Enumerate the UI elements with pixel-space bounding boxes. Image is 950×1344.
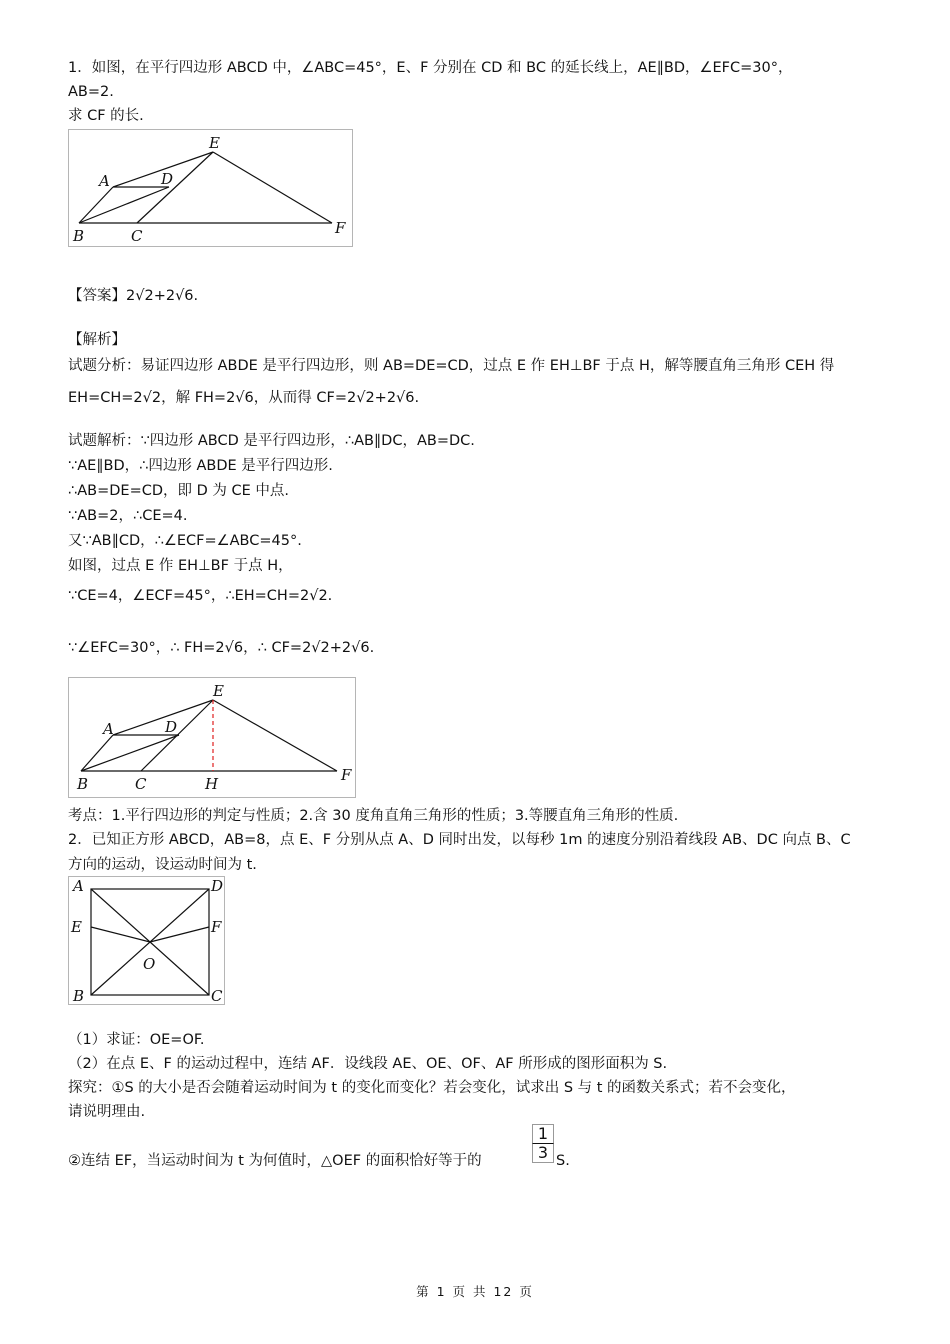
fig3-label-A: A [73, 877, 84, 895]
fig3-label-B: B [73, 987, 85, 1004]
fig1-label-A: A [99, 172, 110, 190]
solution-line4: ∵AB=2，∴CE=4. [68, 508, 188, 524]
analysis-line2: EH=CH=2√2，解 FH=2√6，从而得 CF=2√2+2√6. [68, 390, 420, 406]
fig2-label-H: H [205, 775, 219, 793]
q2-explore2: 请说明理由. [68, 1104, 146, 1120]
q1-line2: AB=2. [68, 84, 114, 100]
solution-line1: 试题解析：∵四边形 ABCD 是平行四边形，∴AB∥DC，AB=DC. [68, 433, 475, 449]
figure-parallelogram [68, 129, 353, 247]
figure-parallelogram-with-height [68, 677, 356, 798]
fig1-label-C: C [131, 227, 143, 245]
fig2-label-F: F [341, 766, 352, 784]
q1-line3: 求 CF 的长. [68, 108, 144, 124]
kaodian-line: 考点：1.平行四边形的判定与性质；2.含 30 度角直角三角形的性质；3.等腰直角三角形的性质. [68, 808, 679, 824]
fig1-label-D: D [161, 170, 174, 188]
fraction-one-third [532, 1124, 554, 1163]
answer-value: 2√2+2√6. [126, 288, 199, 304]
fig3-label-C: C [211, 987, 223, 1004]
q2-line1: 2．已知正方形 ABCD，AB=8，点 E、F 分别从点 A、D 同时出发，以每秒 1m 的速度分别沿着线段 AB、DC 向点 B、C [68, 832, 851, 848]
solution-line3: ∴AB=DE=CD，即 D 为 CE 中点. [68, 483, 290, 499]
q2-explore1: 探究：①S 的大小是否会随着运动时间为 t 的变化而变化？若会变化，试求出 S 与 t 的函数关系式；若不会变化， [68, 1080, 796, 1096]
figure-square [68, 876, 225, 1005]
q2-explore3-a: ②连结 EF，当运动时间为 t 为何值时，△OEF 的面积恰好等于的 [68, 1153, 482, 1169]
solution-line5: 又∵AB∥CD，∴∠ECF=∠ABC=45°. [68, 533, 302, 549]
fig1-label-F: F [335, 219, 346, 237]
q2-part2: （2）在点 E、F 的运动过程中，连结 AF．设线段 AE、OE、OF、AF 所形成的图形面积为 S. [68, 1056, 668, 1072]
fig2-label-B: B [77, 775, 89, 793]
fig2-label-D: D [165, 718, 178, 736]
q2-explore3-b: S. [556, 1153, 570, 1169]
fig3-label-D: D [211, 877, 224, 895]
fraction-numerator: 1 [532, 1124, 554, 1144]
solution-line8: ∵∠EFC=30°，∴ FH=2√6，∴ CF=2√2+2√6. [68, 640, 375, 656]
fig1-label-E: E [209, 134, 220, 152]
analysis-line1: 试题分析：易证四边形 ABDE 是平行四边形，则 AB=DE=CD，过点 E 作 EH⊥BF 于点 H，解等腰直角三角形 CEH 得 [68, 358, 835, 374]
solution-line7: ∵CE=4，∠ECF=45°，∴EH=CH=2√2. [68, 588, 333, 604]
q2-line2: 方向的运动，设运动时间为 t. [68, 857, 257, 873]
solution-line2: ∵AE∥BD，∴四边形 ABDE 是平行四边形. [68, 458, 333, 474]
solution-line6: 如图，过点 E 作 EH⊥BF 于点 H， [68, 558, 293, 574]
fig3-label-F: F [211, 918, 222, 936]
fig3-label-O: O [143, 955, 156, 973]
analysis-label: 【解析】 [68, 332, 126, 348]
fig2-label-E: E [213, 682, 224, 700]
answer-label: 【答案】 [68, 288, 126, 304]
page-footer: 第 1 页 共 12 页 [416, 1284, 534, 1299]
fig1-label-B: B [73, 227, 85, 245]
fig2-label-A: A [103, 720, 114, 738]
fig3-label-E: E [71, 918, 82, 936]
fig2-label-C: C [135, 775, 147, 793]
q1-line1: 1．如图，在平行四边形 ABCD 中，∠ABC=45°，E、F 分别在 CD 和 BC 的延长线上，AE∥BD，∠EFC=30°， [68, 60, 793, 76]
answer-line [68, 286, 198, 306]
q2-part1: （1）求证：OE=OF. [68, 1032, 205, 1048]
fraction-denominator: 3 [532, 1144, 554, 1163]
